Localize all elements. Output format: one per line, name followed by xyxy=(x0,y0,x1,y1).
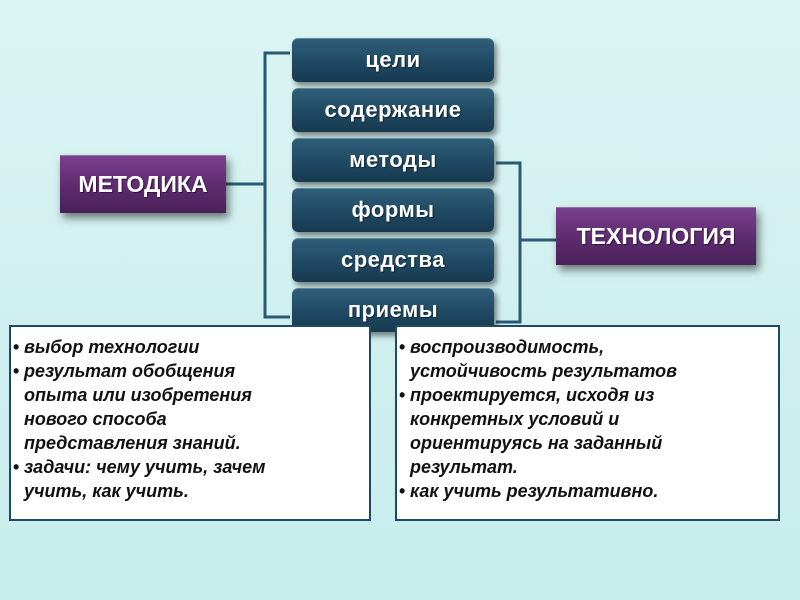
text-line: ориентируясь на заданный xyxy=(410,433,663,453)
text-line: • выбор технологии xyxy=(24,337,200,357)
list-item xyxy=(401,479,772,503)
item-formy: формы xyxy=(292,188,494,232)
text-line: учить, как учить. xyxy=(24,481,189,501)
term-tekhnologiya: ТЕХНОЛОГИЯ xyxy=(556,207,756,265)
text-line: • проектируется, исходя из xyxy=(410,385,655,405)
item-celi: цели xyxy=(292,38,494,82)
left-bracket xyxy=(265,53,290,317)
text-line: • как учить результативно. xyxy=(410,481,659,501)
text-line: результат. xyxy=(410,457,518,477)
list-item xyxy=(15,335,363,359)
text-line: • результат обобщения xyxy=(24,361,236,381)
item-priemy: приемы xyxy=(292,288,494,332)
tekhnologiya-description-box xyxy=(395,325,780,521)
text-line: конкретных условий и xyxy=(410,409,620,429)
item-sredstva: средства xyxy=(292,238,494,282)
text-line: • воспроизводимость, xyxy=(410,337,605,357)
text-line: нового способа xyxy=(24,409,167,429)
list-item xyxy=(15,455,363,503)
text-line: устойчивость результатов xyxy=(410,361,677,381)
list-item xyxy=(15,359,363,455)
text-line: представления знаний. xyxy=(24,433,241,453)
list-item xyxy=(401,383,772,479)
item-metody: методы xyxy=(292,138,494,182)
list-item xyxy=(401,335,772,383)
term-metodika: МЕТОДИКА xyxy=(60,155,226,213)
item-soderzhanie: содержание xyxy=(292,88,494,132)
right-bracket xyxy=(496,163,520,322)
metodika-description-box xyxy=(9,325,371,521)
text-line: • задачи: чему учить, зачем xyxy=(24,457,266,477)
text-line: опыта или изобретения xyxy=(24,385,252,405)
